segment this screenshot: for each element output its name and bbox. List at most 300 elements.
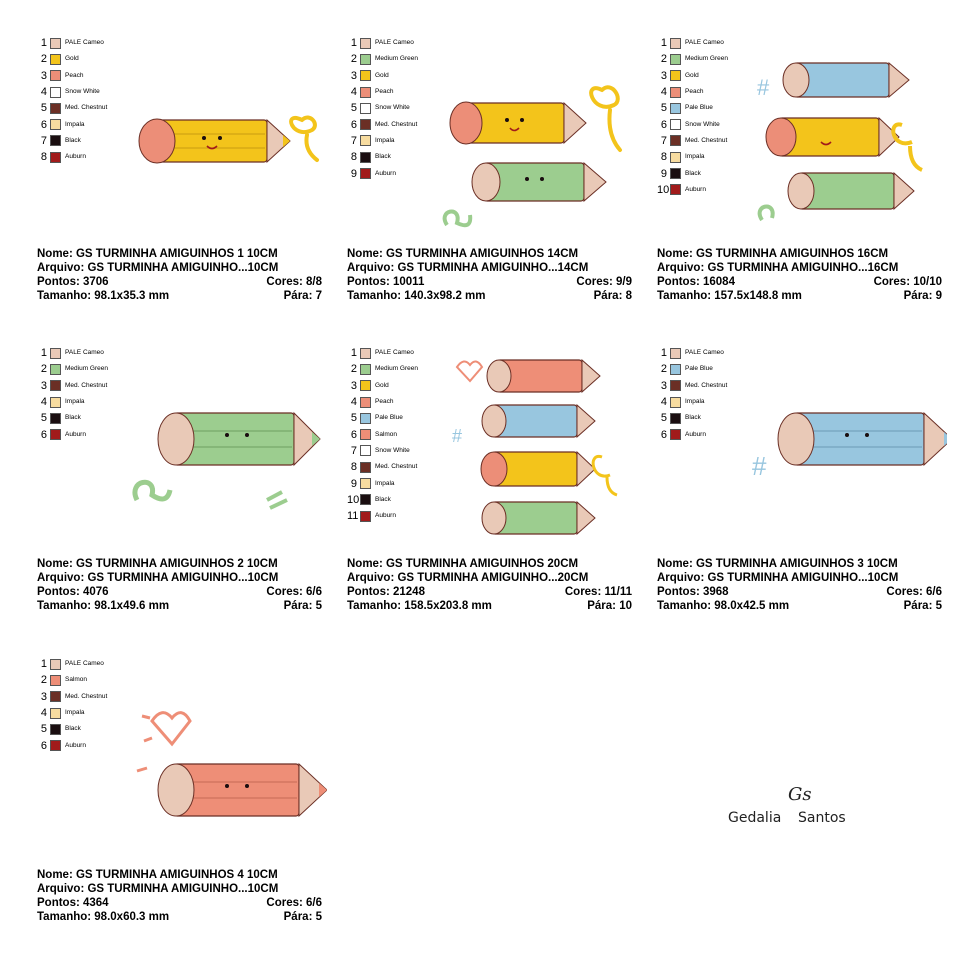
palette-entry — [37, 100, 107, 116]
color-swatch — [670, 184, 681, 195]
color-swatch — [50, 70, 61, 81]
palette-entry — [657, 116, 728, 132]
palette-number: 7 — [40, 134, 47, 147]
palette-number: 5 — [660, 412, 667, 425]
color-swatch — [360, 168, 371, 179]
design-file: Arquivo: GS TURMINHA AMIGUINHO...14CM — [347, 262, 589, 274]
design-stops: Pára: 7 — [283, 290, 322, 302]
color-swatch — [50, 740, 61, 751]
design-card-7 — [37, 656, 322, 936]
palette-color-name: Medium Green — [375, 55, 418, 63]
design-colors: Cores: 6/6 — [266, 586, 322, 598]
palette-color-name: Snow White — [375, 104, 410, 112]
color-swatch — [50, 675, 61, 686]
palette-color-name: Black — [375, 153, 391, 161]
palette-color-name: Medium Green — [65, 365, 108, 373]
design-name: Nome: GS TURMINHA AMIGUINHOS 16CM — [657, 248, 889, 260]
palette-number: 2 — [350, 53, 357, 66]
palette-entry — [347, 394, 418, 410]
logo-first-name: Gedalia — [728, 810, 782, 826]
palette-entry — [347, 426, 418, 442]
design-stops: Pára: 10 — [587, 600, 632, 612]
color-palette — [37, 656, 107, 754]
design-file: Arquivo: GS TURMINHA AMIGUINHO...10CM — [37, 262, 279, 274]
palette-number: 10 — [657, 183, 670, 196]
palette-color-name: Impala — [685, 398, 705, 406]
design-stitches: Pontos: 4364 — [37, 897, 109, 909]
palette-number: 1 — [660, 347, 667, 360]
design-name: Nome: GS TURMINHA AMIGUINHOS 4 10CM — [37, 869, 278, 881]
palette-color-name: Pale Blue — [685, 104, 713, 112]
design-card-6 — [657, 345, 942, 625]
palette-entry — [657, 361, 727, 377]
palette-number: 8 — [660, 151, 667, 164]
palette-number: 6 — [40, 428, 47, 441]
palette-number: 4 — [40, 396, 47, 409]
palette-number: 1 — [40, 658, 47, 671]
palette-color-name: PALE Cameo — [65, 349, 104, 357]
palette-number: 11 — [347, 510, 359, 523]
palette-color-name: Black — [65, 136, 81, 144]
color-palette — [657, 345, 727, 443]
palette-number: 6 — [40, 118, 47, 131]
palette-number: 8 — [350, 461, 357, 474]
palette-color-name: Impala — [65, 398, 85, 406]
color-swatch — [50, 87, 61, 98]
palette-entry — [347, 410, 418, 426]
palette-number: 6 — [350, 118, 357, 131]
design-card-4 — [37, 345, 322, 625]
palette-entry — [37, 721, 107, 737]
palette-entry — [347, 492, 418, 508]
palette-entry — [347, 133, 418, 149]
palette-entry — [657, 345, 727, 361]
design-info — [37, 557, 322, 613]
pencil-green — [788, 173, 914, 209]
palette-number: 2 — [660, 363, 667, 376]
palette-number: 8 — [40, 151, 47, 164]
palette-color-name: Impala — [65, 120, 85, 128]
palette-color-name: Black — [65, 414, 81, 422]
palette-color-name: Med. Chestnut — [65, 104, 108, 112]
palette-entry — [37, 149, 107, 165]
palette-entry — [657, 100, 728, 116]
design-file: Arquivo: GS TURMINHA AMIGUINHO...16CM — [657, 262, 899, 274]
palette-entry — [37, 361, 108, 377]
pencil-artwork — [132, 90, 322, 200]
color-swatch — [50, 691, 61, 702]
palette-color-name: Peach — [685, 88, 704, 96]
palette-number: 5 — [40, 723, 47, 736]
color-swatch — [670, 38, 681, 49]
palette-color-name: Med. Chestnut — [65, 381, 108, 389]
design-size: Tamanho: 98.0x42.5 mm — [657, 600, 790, 612]
color-swatch — [670, 397, 681, 408]
pencil-artwork — [752, 50, 942, 230]
color-swatch — [50, 708, 61, 719]
color-swatch — [360, 152, 371, 163]
palette-number: 1 — [40, 37, 47, 50]
design-stitches: Pontos: 4076 — [37, 586, 109, 598]
palette-number: 5 — [40, 412, 47, 425]
palette-color-name: Salmon — [375, 430, 398, 438]
color-swatch — [670, 168, 681, 179]
palette-entry — [37, 426, 108, 442]
palette-color-name: Snow White — [65, 88, 100, 96]
color-swatch — [670, 87, 681, 98]
palette-number: 7 — [350, 134, 357, 147]
design-info — [347, 247, 632, 303]
design-name: Nome: GS TURMINHA AMIGUINHOS 2 10CM — [37, 558, 278, 570]
palette-entry — [37, 345, 108, 361]
palette-number: 2 — [350, 363, 357, 376]
design-card-1 — [37, 35, 322, 315]
palette-entry — [37, 672, 107, 688]
palette-number: 5 — [40, 102, 47, 115]
palette-entry — [347, 51, 418, 67]
palette-color-name: Med. Chestnut — [375, 120, 418, 128]
palette-entry — [347, 35, 418, 51]
palette-entry — [37, 68, 107, 84]
palette-color-name: Auburn — [685, 185, 706, 193]
palette-entry — [347, 68, 418, 84]
color-palette — [347, 35, 418, 182]
palette-number: 1 — [350, 37, 357, 50]
palette-number: 2 — [40, 53, 47, 66]
design-colors: Cores: 6/6 — [886, 586, 942, 598]
color-swatch — [670, 152, 681, 163]
color-swatch — [670, 429, 681, 440]
palette-entry — [37, 689, 107, 705]
design-info — [37, 868, 322, 924]
color-swatch — [670, 135, 681, 146]
palette-number: 6 — [350, 428, 357, 441]
design-stitches: Pontos: 3968 — [657, 586, 729, 598]
palette-number: 6 — [660, 118, 667, 131]
palette-color-name: Impala — [375, 479, 395, 487]
svg-text:#: # — [757, 75, 770, 100]
palette-color-name: Gold — [375, 71, 389, 79]
color-swatch — [50, 413, 61, 424]
brand-logo — [728, 778, 853, 833]
color-swatch — [360, 103, 371, 114]
color-swatch — [360, 87, 371, 98]
color-swatch — [360, 397, 371, 408]
color-swatch — [50, 659, 61, 670]
palette-entry — [37, 51, 107, 67]
design-stops: Pára: 9 — [903, 290, 942, 302]
palette-entry — [657, 182, 728, 198]
palette-number: 4 — [660, 86, 667, 99]
palette-color-name: Auburn — [375, 512, 396, 520]
color-swatch — [670, 70, 681, 81]
design-size: Tamanho: 157.5x148.8 mm — [657, 290, 802, 302]
palette-entry — [37, 35, 107, 51]
palette-color-name: PALE Cameo — [685, 349, 724, 357]
palette-entry — [37, 656, 107, 672]
color-swatch — [670, 54, 681, 65]
color-swatch — [360, 364, 371, 375]
color-swatch — [50, 152, 61, 163]
palette-color-name: Auburn — [685, 430, 706, 438]
color-swatch — [670, 413, 681, 424]
palette-color-name: Medium Green — [685, 55, 728, 63]
palette-color-name: Gold — [65, 55, 79, 63]
palette-number: 1 — [40, 347, 47, 360]
design-stops: Pára: 8 — [593, 290, 632, 302]
design-name: Nome: GS TURMINHA AMIGUINHOS 20CM — [347, 558, 579, 570]
palette-number: 3 — [350, 69, 357, 82]
palette-color-name: Snow White — [685, 120, 720, 128]
palette-number: 2 — [40, 363, 47, 376]
pencil-artwork — [132, 696, 327, 876]
design-file: Arquivo: GS TURMINHA AMIGUINHO...20CM — [347, 572, 589, 584]
palette-entry — [347, 443, 418, 459]
palette-number: 5 — [350, 102, 357, 115]
color-swatch — [360, 119, 371, 130]
palette-number: 6 — [660, 428, 667, 441]
palette-entry — [37, 394, 108, 410]
palette-entry — [347, 84, 418, 100]
color-swatch — [360, 348, 371, 359]
palette-entry — [657, 133, 728, 149]
design-size: Tamanho: 98.1x49.6 mm — [37, 600, 170, 612]
design-info — [657, 557, 942, 613]
palette-color-name: Med. Chestnut — [375, 463, 418, 471]
palette-entry — [347, 149, 418, 165]
palette-entry — [37, 84, 107, 100]
design-colors: Cores: 11/11 — [564, 586, 632, 598]
palette-entry — [347, 475, 418, 491]
palette-entry — [37, 133, 107, 149]
palette-entry — [657, 149, 728, 165]
color-palette — [37, 345, 108, 443]
color-swatch — [670, 103, 681, 114]
palette-entry — [657, 84, 728, 100]
design-name: Nome: GS TURMINHA AMIGUINHOS 3 10CM — [657, 558, 898, 570]
color-swatch — [50, 54, 61, 65]
design-card-3 — [657, 35, 942, 315]
palette-number: 5 — [660, 102, 667, 115]
palette-color-name: Peach — [65, 71, 84, 79]
palette-color-name: Impala — [65, 709, 85, 717]
design-card-5 — [347, 345, 632, 625]
design-info — [657, 247, 942, 303]
palette-number: 4 — [40, 707, 47, 720]
palette-color-name: Gold — [685, 71, 699, 79]
palette-color-name: PALE Cameo — [375, 39, 414, 47]
pencil-green — [482, 502, 595, 534]
design-colors: Cores: 6/6 — [266, 897, 322, 909]
color-swatch — [50, 135, 61, 146]
palette-color-name: Black — [375, 495, 391, 503]
palette-color-name: PALE Cameo — [375, 349, 414, 357]
color-swatch — [360, 478, 371, 489]
palette-number: 3 — [660, 379, 667, 392]
palette-entry — [657, 35, 728, 51]
color-palette — [347, 345, 418, 524]
palette-entry — [347, 361, 418, 377]
pencil-artwork — [452, 347, 622, 557]
design-size: Tamanho: 158.5x203.8 mm — [347, 600, 492, 612]
pencil-green — [472, 163, 606, 201]
design-stitches: Pontos: 16084 — [657, 276, 735, 288]
palette-number: 4 — [350, 86, 357, 99]
palette-entry — [347, 508, 418, 524]
palette-entry — [657, 394, 727, 410]
palette-entry — [657, 426, 727, 442]
palette-color-name: Auburn — [65, 741, 86, 749]
color-swatch — [670, 364, 681, 375]
palette-color-name: Med. Chestnut — [685, 381, 728, 389]
design-size: Tamanho: 140.3x98.2 mm — [347, 290, 486, 302]
design-name: Nome: GS TURMINHA AMIGUINHOS 14CM — [347, 248, 579, 260]
color-swatch — [360, 70, 371, 81]
pencil-yellow — [481, 452, 595, 486]
design-file: Arquivo: GS TURMINHA AMIGUINHO...10CM — [657, 572, 899, 584]
palette-entry — [347, 116, 418, 132]
palette-entry — [347, 100, 418, 116]
palette-number: 4 — [350, 396, 357, 409]
design-info — [37, 247, 322, 303]
palette-number: 7 — [660, 134, 667, 147]
palette-color-name: PALE Cameo — [65, 660, 104, 668]
design-stops: Pára: 5 — [283, 600, 322, 612]
color-swatch — [360, 135, 371, 146]
palette-color-name: PALE Cameo — [685, 39, 724, 47]
palette-color-name: Snow White — [375, 446, 410, 454]
palette-number: 3 — [40, 690, 47, 703]
color-swatch — [360, 494, 371, 505]
palette-entry — [347, 345, 418, 361]
palette-number: 2 — [660, 53, 667, 66]
palette-color-name: Pale Blue — [685, 365, 713, 373]
color-swatch — [360, 54, 371, 65]
palette-entry — [37, 410, 108, 426]
pencil-salmon — [487, 360, 600, 392]
color-swatch — [50, 724, 61, 735]
color-swatch — [670, 348, 681, 359]
palette-number: 3 — [40, 379, 47, 392]
palette-color-name: Impala — [375, 136, 395, 144]
palette-number: 8 — [350, 151, 357, 164]
design-size: Tamanho: 98.1x35.3 mm — [37, 290, 170, 302]
palette-color-name: Impala — [685, 153, 705, 161]
palette-number: 6 — [40, 739, 47, 752]
color-swatch — [360, 429, 371, 440]
pencil-yellow — [450, 102, 586, 144]
palette-color-name: Auburn — [65, 430, 86, 438]
palette-entry — [37, 705, 107, 721]
design-stitches: Pontos: 21248 — [347, 586, 425, 598]
color-swatch — [360, 445, 371, 456]
color-swatch — [50, 380, 61, 391]
palette-entry — [37, 116, 107, 132]
color-swatch — [360, 38, 371, 49]
design-file: Arquivo: GS TURMINHA AMIGUINHO...10CM — [37, 572, 279, 584]
design-stitches: Pontos: 3706 — [37, 276, 109, 288]
logo-last-name: Santos — [798, 810, 846, 826]
palette-color-name: Gold — [375, 381, 389, 389]
palette-number: 3 — [350, 379, 357, 392]
palette-number: 3 — [660, 69, 667, 82]
design-info — [347, 557, 632, 613]
design-name: Nome: GS TURMINHA AMIGUINHOS 1 10CM — [37, 248, 278, 260]
palette-color-name: Black — [65, 725, 81, 733]
palette-number: 5 — [350, 412, 357, 425]
palette-entry — [657, 68, 728, 84]
color-swatch — [50, 119, 61, 130]
palette-entry — [657, 410, 727, 426]
pencil-artwork — [442, 75, 642, 235]
palette-color-name: Auburn — [375, 169, 396, 177]
palette-color-name: Salmon — [65, 676, 88, 684]
palette-entry — [347, 378, 418, 394]
logo-monogram: Gs — [788, 784, 812, 805]
color-swatch — [50, 429, 61, 440]
color-swatch — [360, 380, 371, 391]
palette-number: 10 — [347, 493, 360, 506]
palette-number: 9 — [660, 167, 667, 180]
palette-number: 4 — [660, 396, 667, 409]
palette-number: 9 — [350, 167, 357, 180]
palette-number: 1 — [660, 37, 667, 50]
svg-text:#: # — [452, 426, 463, 446]
palette-number: 1 — [350, 347, 357, 360]
design-stitches: Pontos: 10011 — [347, 276, 425, 288]
palette-entry — [37, 378, 108, 394]
palette-color-name: Med. Chestnut — [685, 136, 728, 144]
pencil-artwork — [132, 390, 327, 540]
design-colors: Cores: 9/9 — [576, 276, 632, 288]
design-colors: Cores: 8/8 — [266, 276, 322, 288]
palette-color-name: Black — [685, 169, 701, 177]
palette-entry — [657, 51, 728, 67]
palette-number: 7 — [350, 444, 357, 457]
color-swatch — [50, 103, 61, 114]
svg-text:#: # — [752, 451, 767, 481]
design-card-2 — [347, 35, 632, 315]
pencil-yellow — [766, 118, 899, 156]
palette-entry — [347, 165, 418, 181]
design-file: Arquivo: GS TURMINHA AMIGUINHO...10CM — [37, 883, 279, 895]
color-swatch — [50, 397, 61, 408]
palette-number: 2 — [40, 674, 47, 687]
color-swatch — [360, 511, 371, 522]
design-stops: Pára: 5 — [903, 600, 942, 612]
palette-color-name: Peach — [375, 88, 394, 96]
pencil-artwork — [752, 400, 947, 520]
palette-color-name: Auburn — [65, 153, 86, 161]
design-size: Tamanho: 98.0x60.3 mm — [37, 911, 170, 923]
palette-color-name: PALE Cameo — [65, 39, 104, 47]
palette-color-name: Pale Blue — [375, 414, 403, 422]
palette-color-name: Medium Green — [375, 365, 418, 373]
palette-color-name: Black — [685, 414, 701, 422]
color-swatch — [50, 364, 61, 375]
pencil-blue — [482, 405, 595, 437]
color-swatch — [670, 119, 681, 130]
color-palette — [37, 35, 107, 165]
palette-number: 9 — [350, 477, 357, 490]
design-stops: Pára: 5 — [283, 911, 322, 923]
palette-entry — [657, 378, 727, 394]
palette-color-name: Peach — [375, 398, 394, 406]
color-swatch — [50, 348, 61, 359]
pencil-blue — [783, 63, 909, 97]
design-colors: Cores: 10/10 — [873, 276, 942, 288]
palette-entry — [37, 737, 107, 753]
